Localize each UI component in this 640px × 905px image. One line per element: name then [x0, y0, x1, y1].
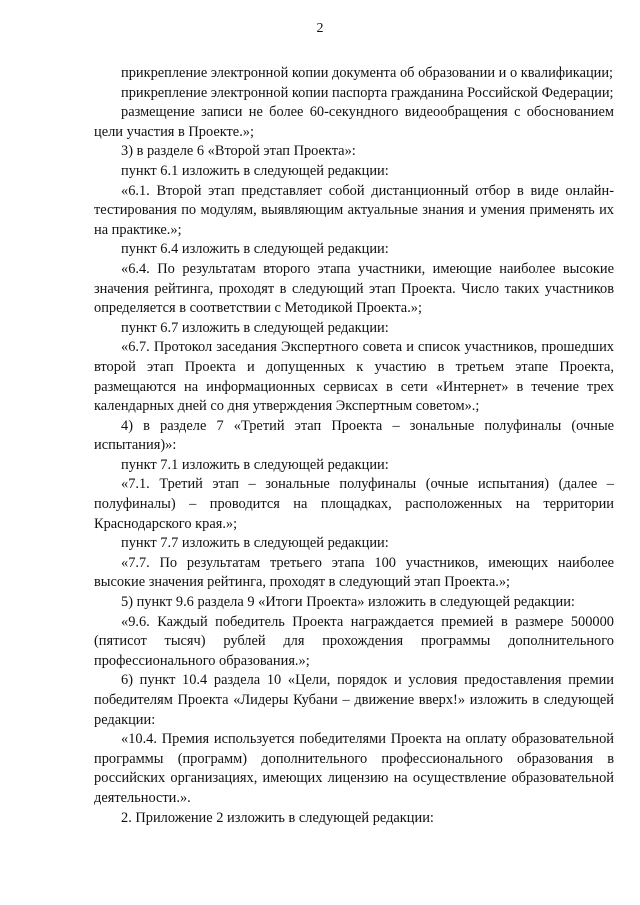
paragraph-4: 3) в разделе 6 «Второй этап Проекта»: [121, 143, 356, 160]
paragraph-18: 6) пункт 10.4 раздела 10 «Цели, порядок и условия предоставления премии победителям Проекта «Лидеры Кубани – движение вверх!» изложить в следующей редакции: [94, 672, 614, 728]
paragraph-10: «6.7. Протокол заседания Экспертного совета и список участников, прошедших второй этап Проекта и допущенных к участию в третьем этапе Проекта, размещаются на информационных сервисах в сети «Интернет» в течение трех календарных дней со дня утверждения Экспертным советом».; [94, 339, 614, 415]
paragraph-17: «9.6. Каждый победитель Проекта награждается премией в размере 500000 (пятисот тысяч) рублей для прохождения программы дополнительного профессионального образования.»; [94, 613, 614, 669]
page-number: 2 [316, 21, 324, 36]
paragraph-14: пункт 7.7 изложить в следующей редакции: [121, 535, 389, 552]
paragraph-6: «6.1. Второй этап представляет собой дистанционный отбор в виде онлайн-тестирования по модулям, выявляющим актуальные знания и умения применять их на практике.»; [94, 182, 614, 238]
paragraph-3: размещение записи не более 60-секундного видеообращения с обоснованием цели участия в Проекте.»; [94, 104, 614, 140]
paragraph-19: «10.4. Премия используется победителями Проекта на оплату образовательной программы (программ) дополнительного профессионального образования в российских организациях, имеющих лицензию на осуществление образовательной деятельности.». [94, 731, 614, 806]
paragraph-12: пункт 7.1 изложить в следующей редакции: [121, 456, 389, 473]
paragraph-9: пункт 6.7 изложить в следующей редакции: [121, 319, 389, 336]
paragraph-11: 4) в разделе 7 «Третий этап Проекта – зональные полуфиналы (очные испытания)»: [94, 417, 614, 454]
paragraph-1: прикрепление электронной копии документа об образовании и о квалификации; [121, 65, 614, 81]
paragraph-5: пункт 6.1 изложить в следующей редакции: [121, 162, 389, 179]
paragraph-2: прикрепление электронной копии паспорта гражданина Российской Федерации; [121, 84, 614, 101]
paragraph-15: «7.7. По результатам третьего этапа 100 участников, имеющих наиболее высокие значения рейтинга, проходят в следующий этап Проекта.»; [94, 554, 614, 591]
paragraph-7: пункт 6.4 изложить в следующей редакции: [121, 241, 389, 258]
document-body [94, 64, 614, 828]
paragraph-20: 2. Приложение 2 изложить в следующей редакции: [121, 809, 434, 826]
paragraph-16: 5) пункт 9.6 раздела 9 «Итоги Проекта» изложить в следующей редакции: [121, 594, 575, 611]
paragraph-13: «7.1. Третий этап – зональные полуфиналы (очные испытания) (далее – полуфиналы) – проводится на площадках, расположенных на территории Краснодарского края.»; [94, 476, 614, 532]
paragraph-8: «6.4. По результатам второго этапа участники, имеющие наиболее высокие значения рейтинга, проходят в следующий этап Проекта. Число таких участников определяется в соответствии с Методикой Проекта.»; [94, 260, 614, 317]
